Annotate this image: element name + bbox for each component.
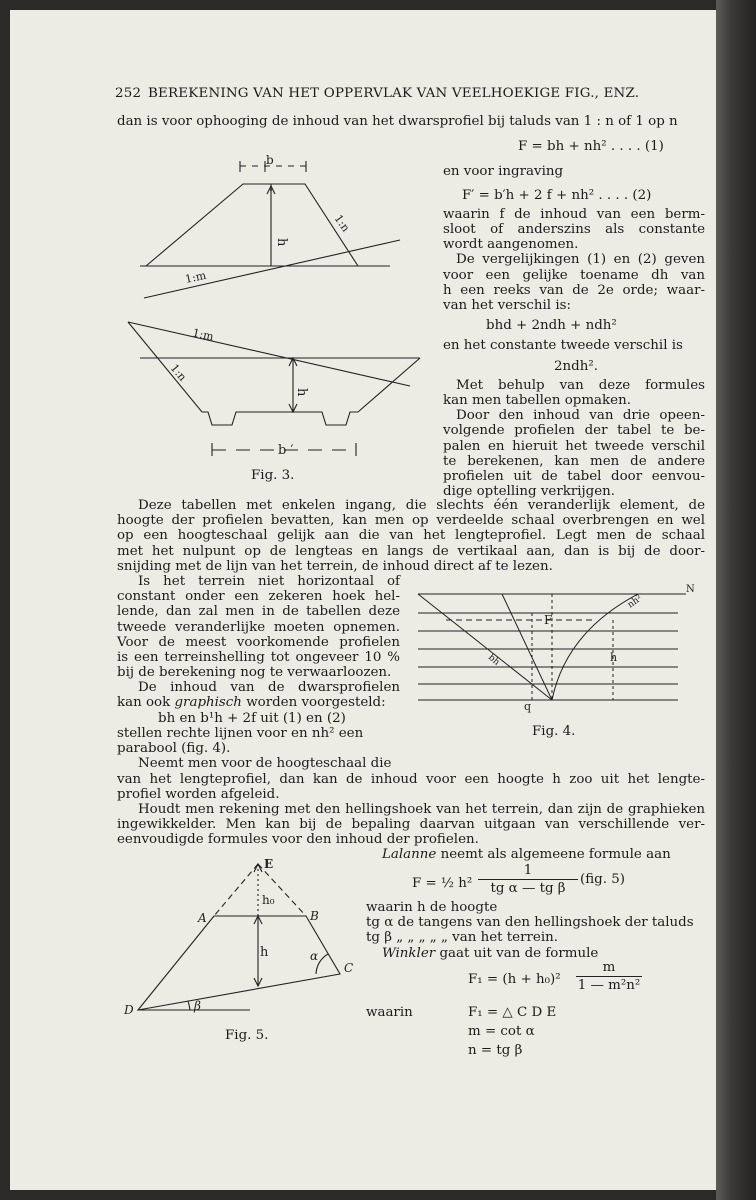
label-C: C [344,961,354,975]
text-line: volgende profielen der tabel te be- [443,423,705,438]
text-line [117,695,386,711]
running-title: BEREKENING VAN HET OPPERVLAK VAN VEELHOEKIGE FIG., ENZ. [148,86,640,101]
label-bh: bh [486,652,502,668]
italic-word: graphisch [174,695,242,710]
terrain-line [144,240,400,298]
figure-5 [110,848,354,1028]
text-span: worden voorgesteld: [246,695,386,710]
text-line: tg α de tangens van den hellingshoek der taluds [366,915,694,930]
label-nh2: nh² [625,593,645,611]
text-line: waarin f de inhoud van een berm- [443,207,705,222]
text-line: Met behulp van deze formules [456,378,705,393]
figure-5-caption: Fig. 5. [225,1028,269,1043]
formula-second-difference: 2ndh². [554,359,598,374]
text-line: van het lengteprofiel, dan kan de inhoud voor een hoogte h zoo uit het lengte- [117,772,705,787]
formula-4-lhs: F₁ = (h + h₀)² [468,972,561,987]
formula-3-ref: (fig. 5) [580,872,625,887]
text-span: kan ook [117,695,171,710]
text-line: hoogte der profielen bevatten, kan men op verdeelde schaal overbrengen en wel [117,513,705,528]
text-line: eenvoudigde formules voor den inhoud der profielen. [117,832,479,847]
intro-line: dan is voor ophooging de inhoud van het dwarsprofiel bij taluds van 1 : n of 1 op n [117,114,678,129]
text-line: Houdt men rekening met den hellingshoek van het terrein, dan zijn de graphieken [138,802,705,817]
label-h: h [260,945,269,960]
text-line: parabool (fig. 4). [117,741,231,756]
text-line: te berekenen, kan men de andere [443,454,705,469]
label-B: B [310,909,319,923]
text-line: De inhoud van de dwarsprofielen [138,680,400,695]
label-h: h [610,651,618,664]
text-line: Door den inhoud van drie opeen- [456,408,705,423]
text-line: van het verschil is: [443,298,571,313]
text-line: kan men tabellen opmaken. [443,393,631,408]
label-slope-m-lower: 1:m [191,326,215,344]
text-line: dige optelling verkrijgen. [443,484,616,499]
text-line: snijding met de lijn van het terrein, de inhoud direct af te lezen. [117,559,553,574]
text-line: is een terreinshelling tot ongeveer 10 % [117,650,400,665]
fraction-bar [478,879,578,880]
label-h-lower: h [294,388,309,397]
where-line: m = cot α [468,1024,535,1039]
label-E: E [264,857,274,871]
text-line: lende, dan zal men in de tabellen deze [117,604,400,619]
text-line: met het nulpunt op de lengteas en langs de vertikaal aan, dan is bij de door- [117,544,705,559]
label-beta: β [194,999,201,1013]
text-line: tweede veranderlijke moeten opnemen. [117,620,400,635]
text-line: constant onder een zekeren hoek hel- [117,589,400,604]
text-line: Deze tabellen met enkelen ingang, die slechts één veranderlijk element, de [138,498,705,513]
text-line: waarin h de hoogte [366,900,498,915]
winkler-line [382,946,598,962]
formula-line: bh en b¹h + 2f uit (1) en (2) [158,711,346,726]
label-N: N [686,584,695,595]
where-line: n = tg β [468,1043,523,1058]
figure-3-caption: Fig. 3. [251,468,295,483]
label-slope-n: 1:n [331,212,353,235]
label-q: q [524,700,532,713]
text-line: voor een gelijke toename dh van [443,268,705,283]
text-line: profielen uit de tabel door eenvou- [443,469,705,484]
label-b-prime: b ′ [278,443,294,458]
label-slope-m: 1:m [183,268,208,286]
label-b: b [266,153,274,167]
where-label: waarin [366,1005,413,1020]
text-line: Is het terrein niet horizontaal of [138,574,400,589]
text-span: gaat uit van de formule [439,946,599,961]
text-line: De vergelijkingen (1) en (2) geven [456,252,705,267]
formula-2: F′ = b′h + 2 f + nh² . . . . (2) [462,188,652,203]
label-h0: h₀ [262,893,275,907]
label-A: A [198,911,207,925]
page-number: 252 [115,86,142,101]
text-line: h een reeks van de 2e orde; waar- [443,283,705,298]
fraction-bar [576,976,642,977]
label-D: D [124,1003,134,1017]
lalanne-line [382,847,671,863]
text-line: stellen rechte lijnen voor en nh² een [117,726,364,741]
label-slope-n-lower: 1:n [167,361,190,384]
text-line: sloot of anderszins als constante [443,222,705,237]
text-line: tg β „ „ „ „ „ van het terrein. [366,930,558,945]
book-page [10,10,716,1190]
text-line: profiel worden afgeleid. [117,787,280,802]
figure-3 [120,150,440,490]
embankment-profile [146,184,358,266]
page-binding-edge [716,0,756,1200]
text-line: bij de berekening nog te verwaarloozen. [117,665,392,680]
text-line: Neemt men voor de hoogteschaal die [138,756,392,771]
label-alpha: α [310,949,319,963]
text-line: wordt aangenomen. [443,237,579,252]
figure-4 [406,580,706,726]
text-line: op een hoogteschaal gelijk aan die van het lengteprofiel. Legt men de schaal [117,528,705,543]
figure-4-caption: Fig. 4. [532,724,576,739]
text-line: en het constante tweede verschil is [443,338,683,353]
terrain-line-lower [128,322,410,386]
formula-difference: bhd + 2ndh + ndh² [486,318,617,333]
formula-4-den: 1 — m²n² [577,978,641,993]
text-line: ingewikkelder. Men kan bij de bepaling daarvan uitgaan van verschillende ver- [117,817,705,832]
text-span: neemt als algemeene formule aan [440,847,671,862]
formula-3-den: tg α — tg β [490,881,566,896]
label-h: h [274,238,289,247]
author-name: Lalanne [382,847,437,862]
text-line: en voor ingraving [443,164,564,179]
label-F: F [544,613,553,627]
formula-4-num: m [602,960,616,975]
text-line: palen en hieruit het tweede verschil [443,439,705,454]
formula-3-num: 1 [523,863,533,878]
trapezoid [138,916,340,1010]
text-line: Voor de meest voorkomende profielen [117,635,400,650]
formula-3-lhs: F = ½ h² [412,876,473,891]
where-line: F₁ = △ C D E [468,1005,557,1020]
author-name: Winkler [382,946,436,961]
formula-1: F = bh + nh² . . . . (1) [518,139,664,154]
